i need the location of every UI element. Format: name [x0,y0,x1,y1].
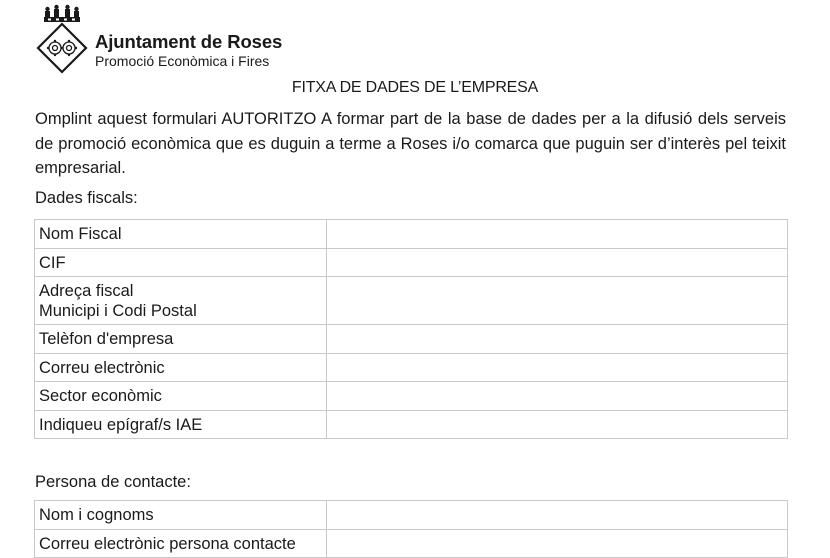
nom-cognoms-field[interactable] [327,501,788,530]
organization-header [95,31,282,70]
table-row [35,277,788,325]
row-label-line: Municipi i Codi Postal [39,301,197,320]
row-label [35,277,327,325]
correu-contacte-field[interactable] [327,529,788,558]
iae-field[interactable] [327,410,788,439]
table-row [35,325,788,354]
intro-paragraph: Omplint aquest formulari AUTORITZO A formar part de la base de dades per a la difusió dels serveis de promoció econòmica que es duguin a terme a Roses i/o comarca que puguin ser d’interès pel teixit empresarial. [35,110,786,177]
row-label: Nom i cognoms [35,501,327,530]
fiscal-data-table [34,219,788,439]
coat-of-arms-logo [34,4,90,74]
nom-fiscal-field[interactable] [327,220,788,249]
contact-section-heading: Persona de contacte: [35,473,191,491]
correu-field[interactable] [327,353,788,382]
table-row [35,501,788,530]
organization-name: Ajuntament de Roses [95,31,283,52]
row-label: Correu electrònic persona contacte [35,529,327,558]
row-label-line: Adreça fiscal [39,282,134,300]
cif-field[interactable] [327,248,788,277]
telefon-field[interactable] [327,325,788,354]
table-row [35,353,788,382]
table-row [35,529,788,558]
table-row [35,410,788,439]
table-row [35,220,788,249]
row-label: Sector econòmic [35,382,327,411]
organization-subtitle: Promoció Econòmica i Fires [95,53,270,69]
fiscal-section-heading: Dades fiscals: [35,189,138,207]
row-label: Telèfon d'empresa [35,325,327,354]
row-label: Correu electrònic [35,353,327,382]
table-row [35,248,788,277]
row-label: CIF [35,248,327,277]
document-title: FITXA DE DADES DE L’EMPRESA [291,79,539,96]
contact-data-table [34,500,788,558]
row-label: Nom Fiscal [35,220,327,249]
row-label: Indiqueu epígraf/s IAE [35,410,327,439]
sector-field[interactable] [327,382,788,411]
adreca-fiscal-field[interactable] [327,277,788,325]
table-row [35,382,788,411]
